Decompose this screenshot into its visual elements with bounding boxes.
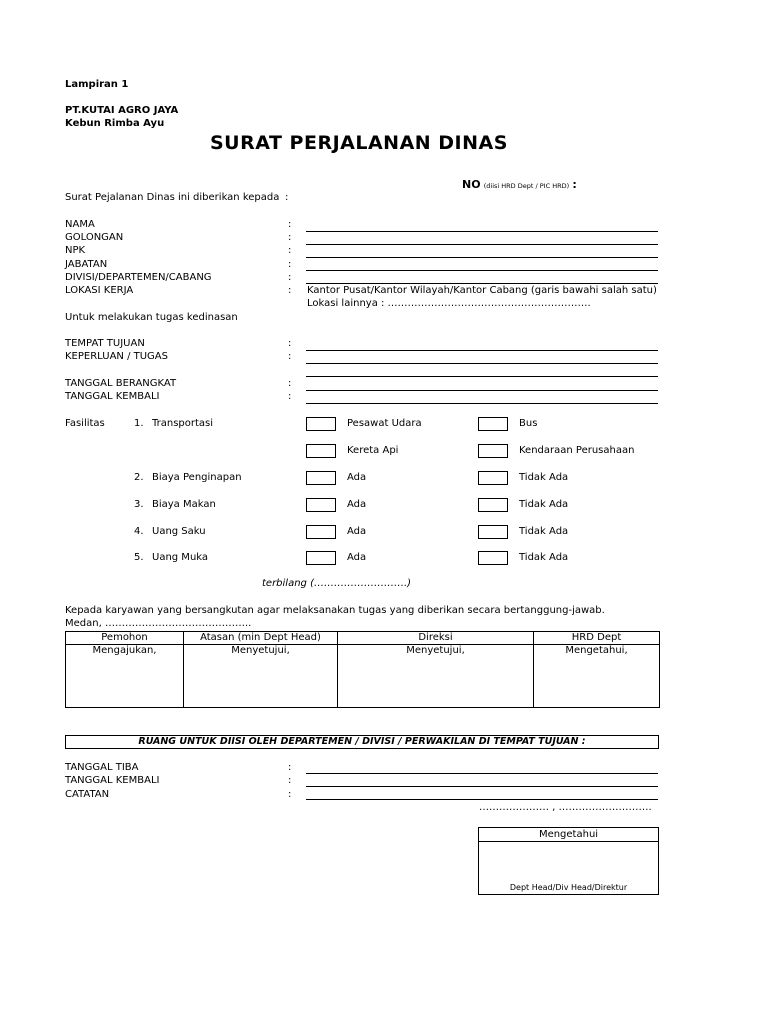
checkbox-lodging-yes[interactable] [306,471,336,485]
facility-transport: Transportasi [152,418,214,429]
closing-statement: Kepada karyawan yang bersangkutan agar melaksanakan tugas yang diberikan secara bertanggung-jawab. [65,605,605,616]
facility-number: 3. [134,499,144,510]
option-yes: Ada [347,472,367,483]
field-colon: : [288,762,292,773]
attachment-label: Lampiran 1 [65,79,129,90]
checkbox-allowance-no[interactable] [478,525,508,539]
checkbox-meals-no[interactable] [478,498,508,512]
field-label-position: JABATAN [65,259,108,270]
field-colon: : [288,272,292,283]
header-directors: Direksi [338,632,534,645]
field-label-purpose: KEPERLUAN / TUGAS [65,351,168,362]
position-input-line[interactable] [306,270,658,271]
field-label-name: NAMA [65,219,95,230]
header-hrd: HRD Dept [534,632,660,645]
facility-meals: Biaya Makan [152,499,216,510]
signature-directors[interactable]: Menyetujui, [338,645,534,708]
division-input-line[interactable] [306,283,658,284]
purpose-input-line[interactable] [306,363,658,364]
field-label-return: TANGGAL KEMBALI [65,391,160,402]
field-label-notes: CATATAN [65,789,110,800]
signature-row [66,645,660,708]
field-colon: : [288,232,292,243]
document-title: SURAT PERJALANAN DINAS [210,132,508,154]
option-yes: Ada [347,499,367,510]
checkbox-company-vehicle[interactable] [478,444,508,458]
field-colon: : [288,285,292,296]
field-colon: : [288,219,292,230]
checkbox-train[interactable] [306,444,336,458]
field-colon: : [288,245,292,256]
acknowledgement-signer: Dept Head/Div Head/Direktur [509,883,628,892]
facility-number: 4. [134,526,144,537]
destination-input-line[interactable] [306,350,658,351]
facility-number: 2. [134,472,144,483]
header-superior: Atasan (min Dept Head) [184,632,338,645]
checkbox-plane[interactable] [306,417,336,431]
document-number [462,178,577,191]
option-company-vehicle: Kendaraan Perusahaan [519,445,635,456]
field-colon: : [288,378,292,389]
departure-input-line[interactable] [306,390,658,391]
place-date: Medan, …………………………………….. [65,618,252,629]
number-label: NO [462,178,481,191]
checkbox-advance-no[interactable] [478,551,508,565]
return-input-line[interactable] [306,403,658,404]
field-label-grade: GOLONGAN [65,232,124,243]
option-no: Tidak Ada [519,472,569,483]
field-label-destination: TEMPAT TUJUAN [65,338,145,349]
destination-section-heading: RUANG UNTUK DIISI OLEH DEPARTEMEN / DIVISI / PERWAKILAN DI TEMPAT TUJUAN : [65,735,659,749]
grade-input-line[interactable] [306,244,658,245]
field-colon: : [288,351,292,362]
option-plane: Pesawat Udara [347,418,422,429]
header-applicant: Pemohon [66,632,184,645]
option-no: Tidak Ada [519,526,569,537]
field-colon: : [288,338,292,349]
option-yes: Ada [347,526,367,537]
estate-name: Kebun Rimba Ayu [65,118,165,129]
field-label-departure: TANGGAL BERANGKAT [65,378,177,389]
facilities-label: Fasilitas [65,418,105,429]
field-label-arrival: TANGGAL TIBA [65,762,139,773]
field-colon: : [288,391,292,402]
checkbox-advance-yes[interactable] [306,551,336,565]
intro-text: Surat Pejalanan Dinas ini diberikan kepada [65,192,280,203]
option-no: Tidak Ada [519,552,569,563]
field-colon: : [288,775,292,786]
intro-colon: : [285,192,289,203]
field-label-work-location: LOKASI KERJA [65,285,134,296]
work-location-other: Lokasi lainnya : ……………………………………………………. [307,298,591,309]
field-label-npk: NPK [65,245,86,256]
field-colon: : [288,259,292,270]
facility-allowance: Uang Saku [152,526,206,537]
destination-place-date: ………………… , ………………………. [479,802,652,813]
acknowledgement-title: Mengetahui [479,828,658,842]
facility-advance: Uang Muka [152,552,209,563]
purpose-intro: Untuk melakukan tugas kedinasan [65,312,238,323]
signature-superior[interactable]: Menyetujui, [184,645,338,708]
return-date-input-line[interactable] [306,786,658,787]
company-name: PT.KUTAI AGRO JAYA [65,105,179,116]
signature-applicant[interactable]: Mengajukan, [66,645,184,708]
field-colon: : [288,789,292,800]
checkbox-bus[interactable] [478,417,508,431]
option-bus: Bus [519,418,538,429]
facility-number: 5. [134,552,144,563]
option-train: Kereta Api [347,445,399,456]
approval-table [65,631,660,708]
number-colon: : [572,178,577,191]
option-no: Tidak Ada [519,499,569,510]
facility-lodging: Biaya Penginapan [152,472,242,483]
purpose-input-line-2[interactable] [306,376,658,377]
notes-input-line[interactable] [306,799,658,800]
table-header-row [66,632,660,645]
checkbox-meals-yes[interactable] [306,498,336,512]
name-input-line[interactable] [306,231,658,232]
facility-number: 1. [134,418,144,429]
npk-input-line[interactable] [306,257,658,258]
arrival-input-line[interactable] [306,773,658,774]
number-note: (diisi HRD Dept / PIC HRD) [483,182,570,190]
signature-hrd[interactable]: Mengetahui, [534,645,660,708]
amount-in-words: terbilang (……………………….) [262,578,412,589]
field-label-division: DIVISI/DEPARTEMEN/CABANG [65,272,212,283]
acknowledgement-box[interactable] [478,827,659,895]
field-label-return-date: TANGGAL KEMBALI [65,775,160,786]
work-location-options: Kantor Pusat/Kantor Wilayah/Kantor Cabang (garis bawahi salah satu) [307,285,657,296]
checkbox-lodging-no[interactable] [478,471,508,485]
option-yes: Ada [347,552,367,563]
checkbox-allowance-yes[interactable] [306,525,336,539]
